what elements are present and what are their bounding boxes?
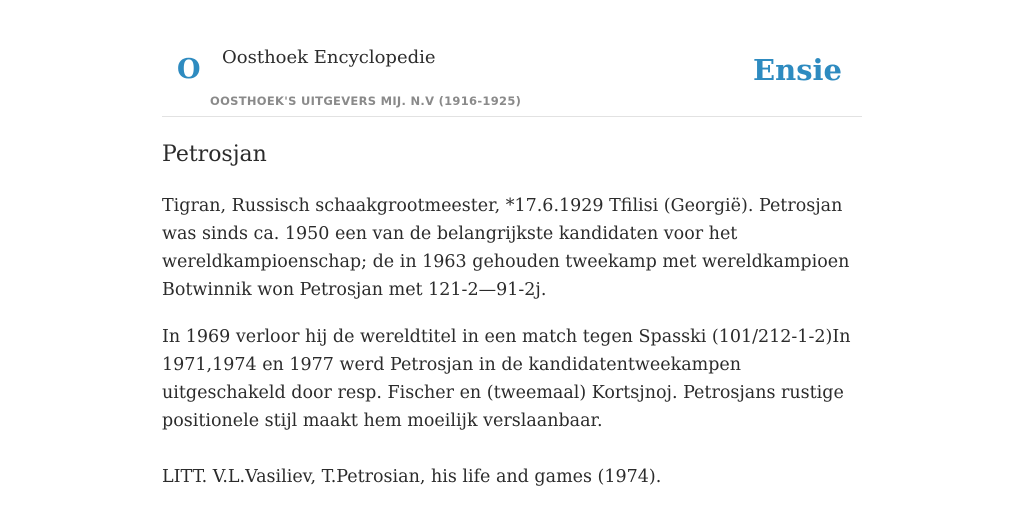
source-title-link[interactable]: Oosthoek Encyclopedie bbox=[222, 47, 436, 68]
literature-reference: LITT. V.L.Vasiliev, T.Petrosian, his life and games (1974). bbox=[162, 467, 662, 487]
source-subtitle: OOSTHOEK'S UITGEVERS MIJ. N.V (1916-1925) bbox=[210, 94, 522, 108]
source-logo[interactable]: O bbox=[177, 54, 201, 85]
source-header bbox=[162, 0, 862, 117]
ensie-logo-link[interactable]: Ensie bbox=[753, 53, 842, 87]
article-title: Petrosjan bbox=[162, 142, 267, 167]
article-paragraph: In 1969 verloor hij de wereldtitel in een match tegen Spasski (101/212-1-2)In 1971,1974 en 1977 werd Petrosjan in de kandidatentweekampen uitgeschakeld door resp. Fischer en (tweemaal) Kortsjnoj. Petrosjans rustige positionele stijl maakt hem moeilijk verslaanbaar. bbox=[162, 327, 851, 431]
page-container bbox=[162, 0, 862, 512]
article-paragraph: Tigran, Russisch schaakgrootmeester, *17.6.1929 Tfilisi (Georgië). Petrosjan was sinds ca. 1950 een van de belangrijkste kandidaten voor het wereldkampioenschap; de in 1963 gehouden tweekamp met wereldkampioen Botwinnik won Petrosjan met 121-2—91-2j. bbox=[162, 196, 850, 300]
